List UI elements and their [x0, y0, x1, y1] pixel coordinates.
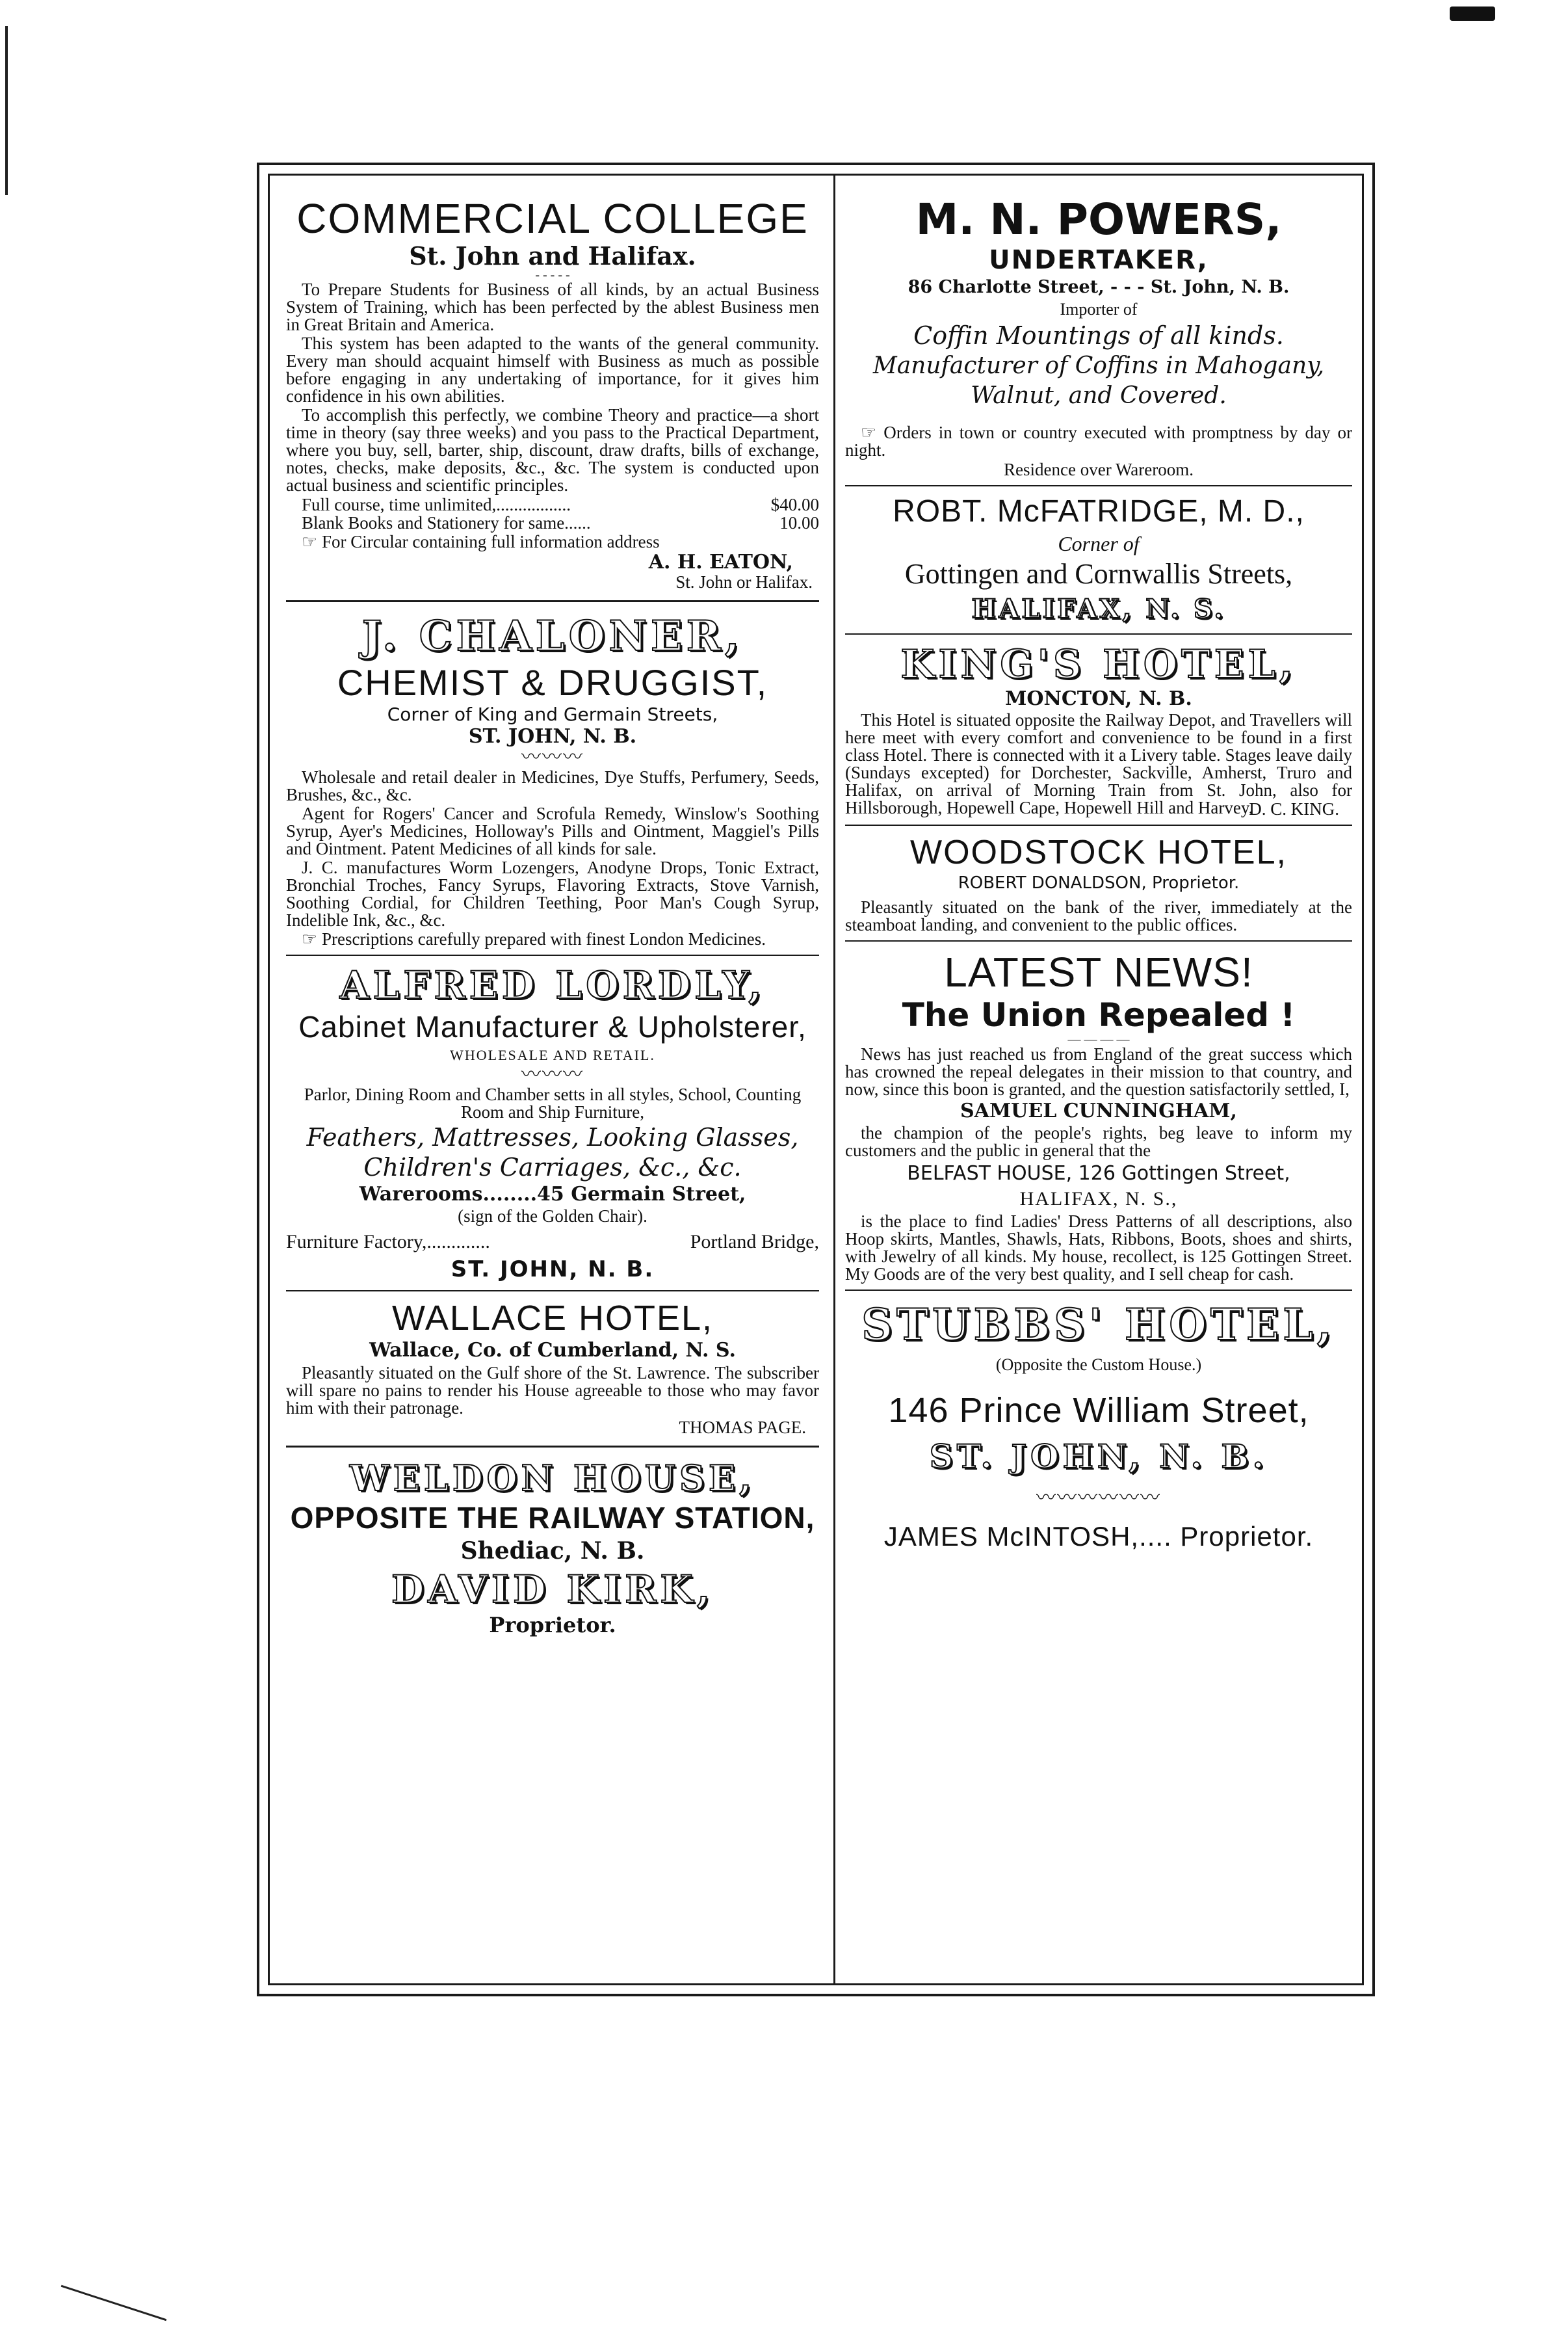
left-column	[286, 195, 819, 1637]
ad-chaloner	[286, 611, 819, 948]
chaloner-para-4: ☞ Prescriptions carefully prepared with finest London Medicines.	[302, 929, 766, 949]
chaloner-name: J. CHALONER,	[361, 612, 744, 661]
kings-name: KING'S HOTEL,	[900, 642, 1297, 687]
wallace-place: Wallace, Co. of Cumberland, N. S.	[369, 1339, 736, 1362]
scan-mark-bottom-left	[61, 2285, 167, 2321]
stubbs-owner: JAMES McINTOSH,.... Proprietor.	[883, 1521, 1314, 1552]
ad-lordly	[286, 962, 819, 1284]
ad-commercial-college	[286, 195, 819, 591]
commercial-subtitle: St. John and Halifax.	[409, 241, 696, 271]
news-para-1: News has just reached us from England of the great success which has crowned the repeal delegates in their mission to that country, and now, since this boon is granted, and the question satisfactorily settled, I,	[845, 1044, 1352, 1099]
wallace-signer: THOMAS PAGE.	[679, 1418, 806, 1437]
commercial-signer: A. H. EATON,	[648, 551, 793, 574]
kings-signer: D. C. KING.	[1249, 799, 1339, 819]
divider	[845, 825, 1352, 826]
chaloner-para-3: J. C. manufactures Worm Lozengers, Anodyne Drops, Tonic Extract, Bronchial Troches, Fancy Syrups, Flavoring Extracts, Stove Varnish, Soothing Cordial, for Children Teething, Poor Man's Cough Syrup, Indelible Ink, &c., &c.	[286, 858, 819, 930]
powers-trade: UNDERTAKER,	[989, 245, 1209, 275]
woodstock-para-1: Pleasantly situated on the bank of the river, immediately at the steamboat landing, and convenient to the public offices.	[845, 897, 1352, 934]
stubbs-city: ST. JOHN, N. B.	[929, 1437, 1268, 1475]
factory-label: Furniture Factory,.............	[286, 1231, 490, 1252]
commercial-title: COMMERCIAL COLLEGE	[296, 195, 809, 242]
ornament-squiggle: 〰〰〰	[521, 1064, 584, 1085]
divider	[845, 1290, 1352, 1291]
divider	[286, 955, 819, 956]
powers-address: 86 Charlotte Street, - - - St. John, N. B.	[908, 277, 1290, 297]
ad-wallace-hotel	[286, 1298, 819, 1436]
stubbs-opposite: (Opposite the Custom House.)	[995, 1355, 1202, 1374]
news-city: HALIFAX, N. S.,	[1019, 1188, 1178, 1210]
price-value: 10.00	[779, 513, 819, 533]
commercial-circular: ☞ For Circular containing full information address	[302, 532, 660, 551]
divider	[845, 633, 1352, 635]
mcfatridge-corner: Corner of	[1058, 532, 1140, 555]
kings-para-1: This Hotel is situated opposite the Railway Depot, and Travellers will here meet with every comfort and convenience to be found in a first class Hotel. There is connected with it a Livery table. Stages leave daily (Sundays excepted) for Dorchester, Sackville, Amherst, Truro and Halifax, on arrival of Morning Train from St. John, also for Hillsborough, Hopewell Cape, Hopewell Hill and Harvey.	[845, 710, 1352, 817]
price-label: Blank Books and Stationery for same......	[302, 513, 591, 533]
ornament-dash: - - - - -	[535, 268, 570, 282]
powers-orders: ☞ Orders in town or country executed with promptness by day or night.	[845, 423, 1352, 460]
divider	[286, 1446, 819, 1448]
column-divider	[833, 174, 835, 1985]
woodstock-owner: ROBERT DONALDSON, Proprietor.	[958, 873, 1240, 893]
divider	[845, 485, 1352, 486]
mcfatridge-name: ROBT. McFATRIDGE, M. D.,	[893, 494, 1305, 529]
weldon-name: WELDON HOUSE,	[350, 1457, 755, 1499]
powers-name: M. N. POWERS,	[915, 194, 1282, 245]
wallace-title: WALLACE HOTEL,	[391, 1299, 714, 1338]
lordly-factory-row	[286, 1229, 819, 1255]
ad-stubbs-hotel	[845, 1297, 1352, 1556]
scan-mark-top-right	[1450, 7, 1495, 21]
ad-woodstock-hotel	[845, 832, 1352, 934]
commercial-para-1: To Prepare Students for Business of all kinds, by an actual Business System of Training, which has been perfected by the ablest Business men in Great Britain and America.	[286, 280, 819, 334]
lordly-name: ALFRED LORDLY,	[339, 963, 766, 1007]
news-store: BELFAST HOUSE, 126 Gottingen Street,	[907, 1162, 1290, 1185]
lordly-para-1: Parlor, Dining Room and Chamber setts in all styles, School, Counting Room and Ship Furniture,	[304, 1085, 802, 1122]
price-row-blank-books	[286, 514, 819, 532]
ad-kings-hotel	[845, 641, 1352, 818]
news-para-2: the champion of the people's rights, beg leave to inform my customers and the public in general that the	[845, 1123, 1352, 1160]
weldon-place: Shediac, N. B.	[460, 1537, 645, 1565]
news-headline: LATEST NEWS!	[944, 949, 1253, 996]
mcfatridge-city: HALIFAX, N. S.	[971, 594, 1226, 624]
right-column	[845, 195, 1352, 1556]
lordly-trade: Cabinet Manufacturer & Upholsterer,	[298, 1010, 807, 1044]
price-value: $40.00	[770, 495, 819, 514]
lordly-feathers-1: Feathers, Mattresses, Looking Glasses,	[306, 1123, 799, 1152]
ad-weldon-house	[286, 1457, 819, 1637]
powers-manufacturer: Manufacturer of Coffins in Mahogany, Walnut, and Covered.	[872, 352, 1325, 409]
stubbs-street: 146 Prince William Street,	[888, 1391, 1309, 1430]
divider	[286, 600, 819, 602]
lordly-city: ST. JOHN, N. B.	[451, 1256, 655, 1282]
chaloner-city: ST. JOHN, N. B.	[468, 725, 637, 748]
commercial-para-3: To accomplish this perfectly, we combine Theory and practice—a short time in theory (say three weeks) and you pass to the Practical Department, where you buy, sell, barter, ship, discount, draw drafts, bills of exchange, notes, checks, make deposits, &c., &c. The system is conducted upon actual business and scientific principles.	[286, 405, 819, 495]
chaloner-trade: CHEMIST & DRUGGIST,	[337, 662, 768, 703]
ad-powers-undertaker	[845, 195, 1352, 479]
factory-value: Portland Bridge,	[690, 1231, 819, 1252]
commercial-para-2: This system has been adapted to the wants of the general community. Every man should acquaint himself with Business as much as possible before engaging in any undertaking of importance, for it gives him confidence in his own abilities.	[286, 334, 819, 406]
lordly-wholesale: WHOLESALE AND RETAIL.	[450, 1047, 655, 1063]
powers-mountings: Coffin Mountings of all kinds.	[913, 321, 1284, 350]
lordly-feathers-2: Children's Carriages, &c., &c.	[363, 1153, 742, 1182]
stubbs-name: STUBBS' HOTEL,	[861, 1299, 1336, 1350]
commercial-signer-place: St. John or Halifax.	[675, 572, 813, 592]
weldon-owner: DAVID KIRK,	[391, 1567, 714, 1611]
scan-mark-left-edge	[5, 26, 8, 195]
chaloner-address: Corner of King and Germain Streets,	[387, 704, 718, 725]
chaloner-para-1: Wholesale and retail dealer in Medicines, Dye Stuffs, Perfumery, Seeds, Brushes, &c., &c.	[286, 767, 819, 804]
wallace-para-1: Pleasantly situated on the Gulf shore of the St. Lawrence. The subscriber will spare no pains to render his House agreeable to those who may favor him with their patronage.	[286, 1363, 819, 1418]
divider	[845, 940, 1352, 942]
weldon-role: Proprietor.	[489, 1613, 616, 1637]
news-name: SAMUEL CUNNINGHAM,	[960, 1100, 1237, 1122]
price-label: Full course, time unlimited,.................	[302, 495, 571, 514]
ornament-squiggle: 〰〰〰	[521, 747, 584, 768]
news-para-3: is the place to find Ladies' Dress Patterns of all descriptions, also Hoop skirts, Mantles, Shawls, Hats, Ribbons, Boots, shoes and shirts, with Jewelry of all kinds. My house, recollect, is 125 Gottingen Street. My Goods are of the very best quality, and I sell cheap for cash.	[845, 1211, 1352, 1284]
news-subhead: The Union Repealed !	[902, 996, 1296, 1034]
ad-mcfatridge	[845, 493, 1352, 627]
woodstock-name: WOODSTOCK HOTEL,	[910, 834, 1287, 871]
mcfatridge-streets: Gottingen and Cornwallis Streets,	[904, 558, 1293, 590]
price-row-full-course	[286, 496, 819, 514]
weldon-opposite: OPPOSITE THE RAILWAY STATION,	[290, 1501, 815, 1535]
ornament-squiggle: 〰〰〰〰〰〰	[1036, 1487, 1161, 1509]
divider	[286, 1290, 819, 1291]
powers-residence: Residence over Wareroom.	[1004, 460, 1194, 479]
ornament-dash: — — — —	[1067, 1032, 1130, 1046]
ad-latest-news	[845, 948, 1352, 1283]
kings-place: MONCTON, N. B.	[1005, 687, 1192, 710]
lordly-sign: (sign of the Golden Chair).	[458, 1206, 647, 1226]
chaloner-para-2: Agent for Rogers' Cancer and Scrofula Remedy, Winslow's Soothing Syrup, Ayer's Medicines, Holloway's Pills and Ointment, Maggiel's Pills and Ointment. Patent Medicines of all kinds for sale.	[286, 804, 819, 858]
powers-importer: Importer of	[1060, 300, 1138, 319]
lordly-warerooms: Warerooms........45 Germain Street,	[359, 1183, 746, 1206]
